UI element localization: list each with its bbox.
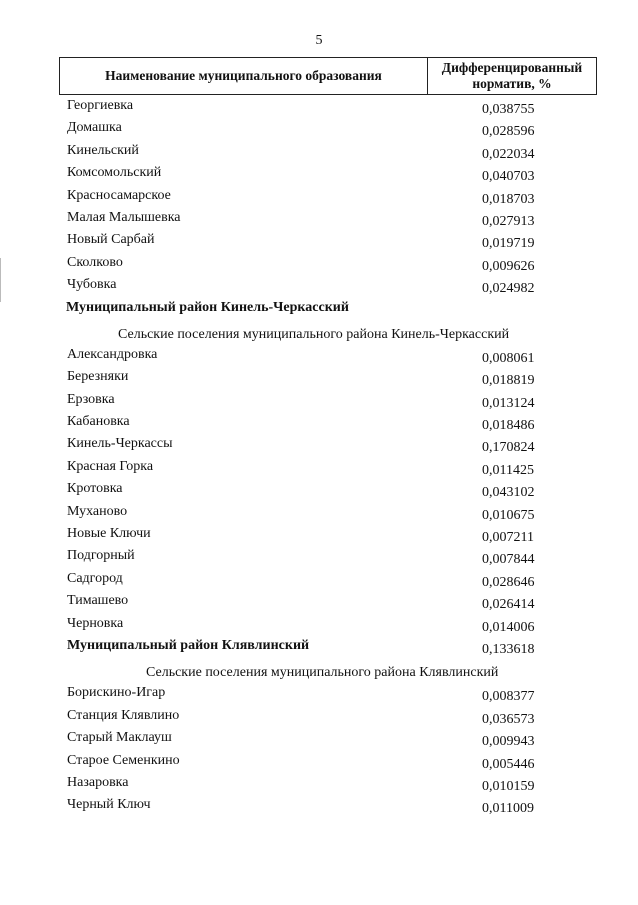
row-value: 0,009943 <box>482 734 535 750</box>
row-value: 0,010675 <box>482 507 535 523</box>
table-row <box>0 457 638 479</box>
table-row <box>0 230 638 252</box>
table-row <box>0 569 638 591</box>
subheader-row <box>0 323 638 345</box>
row-value: 0,008061 <box>482 350 535 366</box>
row-value: 0,027913 <box>482 213 535 229</box>
row-value: 0,011425 <box>482 462 534 478</box>
row-value: 0,170824 <box>482 440 535 456</box>
table-row <box>0 253 638 275</box>
row-name: Кинель-Черкассы <box>67 436 173 452</box>
table-row <box>0 614 638 636</box>
row-name: Кротовка <box>67 481 123 497</box>
row-value: 0,043102 <box>482 485 535 501</box>
table-header <box>59 57 597 95</box>
row-name: Муханово <box>67 503 128 519</box>
row-value: 0,018819 <box>482 373 535 389</box>
row-name: Черновка <box>67 615 124 631</box>
row-name: Муниципальный район Кинель-Черкасский <box>66 299 349 315</box>
table-row <box>0 367 638 389</box>
table-row <box>0 390 638 412</box>
table-row <box>0 163 638 185</box>
table-row <box>0 795 638 817</box>
district-row <box>0 636 638 661</box>
row-value: 0,011009 <box>482 801 534 817</box>
row-name: Березняки <box>67 369 129 385</box>
row-value: 0,028596 <box>482 124 535 140</box>
row-value: 0,010159 <box>482 778 535 794</box>
row-name: Сельские поселения муниципального района Кинель-Черкасский <box>118 326 510 342</box>
table-row <box>0 479 638 501</box>
table-row <box>0 773 638 795</box>
table-row <box>0 546 638 568</box>
row-name: Кинельский <box>67 142 139 158</box>
row-name: Старое Семенкино <box>67 752 180 768</box>
row-value: 0,026414 <box>482 597 535 613</box>
row-name: Георгиевка <box>67 98 134 113</box>
row-name: Домашка <box>67 120 122 136</box>
page-number: 5 <box>315 33 323 48</box>
header-name-column: Наименование муниципального образования <box>60 58 428 94</box>
table-row <box>0 208 638 230</box>
row-value: 0,038755 <box>482 102 535 117</box>
header-norm-line1: Дифференцированный <box>441 60 583 75</box>
scan-margin-mark <box>0 258 1 302</box>
row-name: Подгорный <box>67 548 135 564</box>
table-row <box>0 345 638 367</box>
row-name: Красносамарское <box>67 187 171 203</box>
table-row <box>0 96 638 118</box>
row-name: Старый Маклауш <box>67 730 172 746</box>
row-value: 0,008377 <box>482 689 535 705</box>
row-value: 0,133618 <box>482 641 535 657</box>
district-row <box>0 298 638 323</box>
row-name: Ерзовка <box>67 391 115 407</box>
row-name: Малая Малышевка <box>67 209 181 225</box>
table-row <box>0 186 638 208</box>
row-value: 0,019719 <box>482 236 535 252</box>
row-name: Сельские поселения муниципального района Клявлинский <box>146 664 499 680</box>
row-value: 0,013124 <box>482 395 535 411</box>
row-value: 0,018703 <box>482 191 535 207</box>
row-name: Сколково <box>67 254 123 270</box>
row-name: Чубовка <box>67 277 117 293</box>
row-name: Садгород <box>67 570 123 586</box>
header-norm-column <box>428 58 596 94</box>
table-row <box>0 591 638 613</box>
row-name: Комсомольский <box>67 165 162 181</box>
row-value: 0,036573 <box>482 711 535 727</box>
header-norm-line2: норматив, % <box>472 76 552 91</box>
row-value: 0,040703 <box>482 169 535 185</box>
row-value: 0,028646 <box>482 574 535 590</box>
row-name: Кабановка <box>67 414 130 430</box>
row-value: 0,014006 <box>482 619 535 635</box>
row-name: Борискино-Игар <box>67 685 166 701</box>
subheader-row <box>0 661 638 683</box>
table-row <box>0 275 638 297</box>
table-row <box>0 683 638 705</box>
row-name: Новый Сарбай <box>67 232 155 248</box>
row-name: Назаровка <box>67 774 129 790</box>
table-row <box>0 502 638 524</box>
row-name: Черный Ключ <box>67 797 151 813</box>
row-name: Новые Ключи <box>67 526 151 542</box>
table-body <box>0 96 638 818</box>
row-value: 0,009626 <box>482 258 535 274</box>
row-value: 0,005446 <box>482 756 535 772</box>
row-name: Станция Клявлино <box>67 707 180 723</box>
table-row <box>0 118 638 140</box>
table-row <box>0 751 638 773</box>
table-row <box>0 412 638 434</box>
row-name: Тимашево <box>67 593 129 609</box>
row-value: 0,007211 <box>482 530 534 546</box>
table-row <box>0 706 638 728</box>
row-name: Красная Горка <box>67 458 154 474</box>
row-value: 0,022034 <box>482 146 535 162</box>
row-value: 0,007844 <box>482 552 535 568</box>
table-row <box>0 728 638 750</box>
row-value: 0,018486 <box>482 418 535 434</box>
table-row <box>0 141 638 163</box>
table-row <box>0 524 638 546</box>
table-row <box>0 434 638 456</box>
row-name: Александровка <box>67 346 158 362</box>
row-name: Муниципальный район Клявлинский <box>67 637 310 653</box>
row-value: 0,024982 <box>482 281 535 297</box>
